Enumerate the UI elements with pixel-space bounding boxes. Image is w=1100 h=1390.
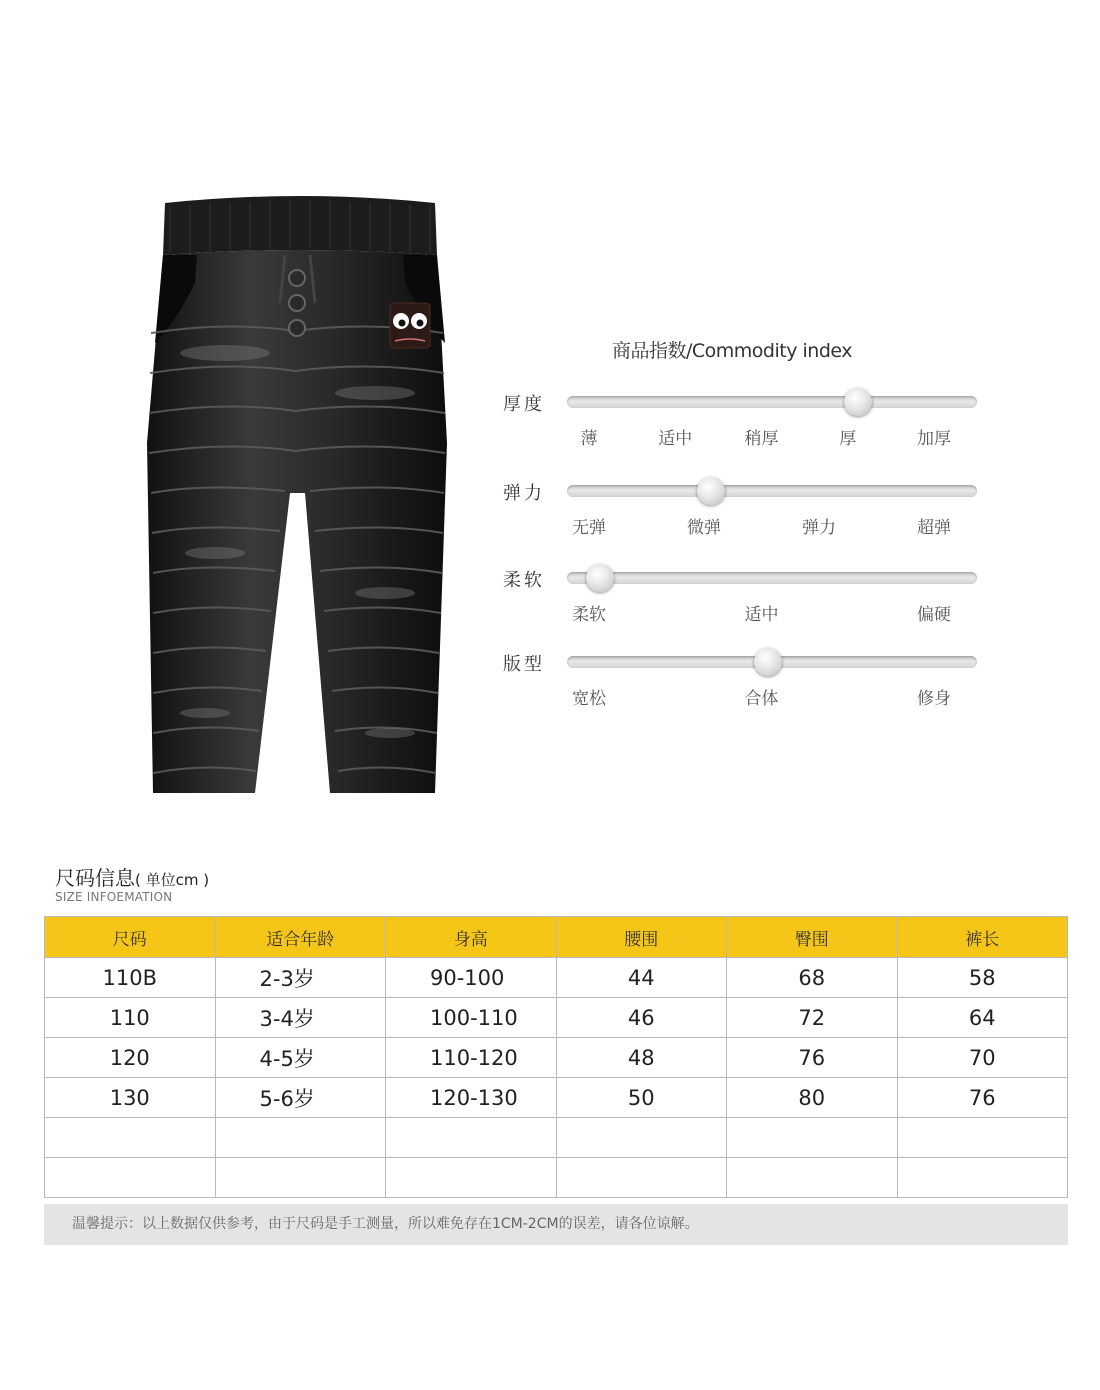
size-column-header: 腰围 — [556, 917, 727, 958]
metric-option-label: 稍厚 — [744, 429, 779, 449]
table-cell: 130 — [45, 1078, 216, 1118]
table-cell: 68 — [727, 958, 898, 998]
table-cell — [727, 1118, 898, 1158]
table-cell: 120-130 — [386, 1078, 557, 1118]
metric-option-label: 合体 — [744, 689, 779, 709]
table-row — [45, 998, 1068, 1038]
table-cell: 58 — [897, 958, 1068, 998]
table-cell: 110-120 — [386, 1038, 557, 1078]
table-row — [45, 958, 1068, 998]
metric-slider-track[interactable] — [567, 396, 977, 408]
product-photo — [135, 193, 465, 803]
metric-option-label: 无弹 — [572, 518, 606, 538]
size-column-header: 身高 — [386, 917, 557, 958]
metric-option-label: 偏硬 — [917, 605, 951, 625]
table-cell: 90-100 — [386, 958, 557, 998]
metric-option-label: 宽松 — [572, 689, 606, 709]
table-cell: 46 — [556, 998, 727, 1038]
metric-label: 厚度 — [503, 394, 545, 415]
table-cell — [215, 1118, 386, 1158]
metric-option-label: 柔软 — [572, 605, 606, 625]
table-cell: 5-6岁 — [215, 1078, 386, 1118]
metric-option-label: 超弹 — [917, 518, 951, 538]
size-table-body — [45, 958, 1068, 1198]
size-table-header — [45, 917, 1068, 958]
table-cell — [556, 1158, 727, 1198]
metric-option-label: 厚 — [839, 429, 857, 449]
table-cell: 64 — [897, 998, 1068, 1038]
metric-slider-track[interactable] — [567, 485, 977, 497]
metric-option-label: 修身 — [917, 689, 951, 709]
table-cell — [897, 1118, 1068, 1158]
table-cell — [727, 1158, 898, 1198]
metric-slider-knob[interactable] — [844, 388, 872, 416]
table-cell: 72 — [727, 998, 898, 1038]
size-info-title-text: 尺码信息 — [55, 866, 135, 890]
table-cell — [45, 1118, 216, 1158]
metric-label: 版型 — [503, 654, 545, 675]
table-cell: 76 — [727, 1038, 898, 1078]
metric-slider-knob[interactable] — [754, 648, 782, 676]
table-cell: 4-5岁 — [215, 1038, 386, 1078]
table-cell: 100-110 — [386, 998, 557, 1038]
metric-slider-knob[interactable] — [697, 477, 725, 505]
table-cell: 76 — [897, 1078, 1068, 1118]
table-cell: 110 — [45, 998, 216, 1038]
table-cell — [897, 1158, 1068, 1198]
table-cell: 2-3岁 — [215, 958, 386, 998]
table-cell: 120 — [45, 1038, 216, 1078]
size-info-title — [55, 862, 209, 891]
table-cell: 80 — [727, 1078, 898, 1118]
table-cell: 110B — [45, 958, 216, 998]
metric-option-label: 适中 — [744, 605, 779, 625]
size-note: 温馨提示：以上数据仅供参考，由于尺码是手工测量，所以难免存在1CM-2CM的误差，请各位谅解。 — [44, 1204, 1068, 1245]
size-info-subtitle: SIZE INFOEMATION — [55, 890, 173, 904]
table-row — [45, 1078, 1068, 1118]
table-row — [45, 1118, 1068, 1158]
table-cell — [45, 1158, 216, 1198]
metric-slider-track[interactable] — [567, 572, 977, 584]
commodity-index-title: 商品指数/Commodity index — [612, 340, 852, 362]
metric-slider-knob[interactable] — [586, 564, 614, 592]
table-cell: 70 — [897, 1038, 1068, 1078]
metric-option-label: 弹力 — [802, 518, 836, 538]
size-info-unit: ( 单位cm ) — [135, 871, 210, 889]
table-cell — [386, 1158, 557, 1198]
table-cell: 48 — [556, 1038, 727, 1078]
metric-label: 柔软 — [503, 570, 545, 591]
metric-label: 弹力 — [503, 483, 545, 504]
metric-option-label: 薄 — [580, 429, 598, 449]
metric-option-label: 适中 — [658, 429, 693, 449]
table-cell — [556, 1118, 727, 1158]
table-cell — [386, 1118, 557, 1158]
table-cell: 3-4岁 — [215, 998, 386, 1038]
table-cell: 44 — [556, 958, 727, 998]
eyes-patch-icon — [390, 303, 430, 348]
table-cell — [215, 1158, 386, 1198]
size-column-header: 臀围 — [727, 917, 898, 958]
size-column-header: 尺码 — [45, 917, 216, 958]
table-cell: 50 — [556, 1078, 727, 1118]
size-column-header: 适合年龄 — [215, 917, 386, 958]
table-row — [45, 1038, 1068, 1078]
metric-option-label: 微弹 — [687, 518, 721, 538]
table-row — [45, 1158, 1068, 1198]
size-column-header: 裤长 — [897, 917, 1068, 958]
size-table — [44, 916, 1068, 1198]
metric-option-label: 加厚 — [917, 429, 951, 449]
